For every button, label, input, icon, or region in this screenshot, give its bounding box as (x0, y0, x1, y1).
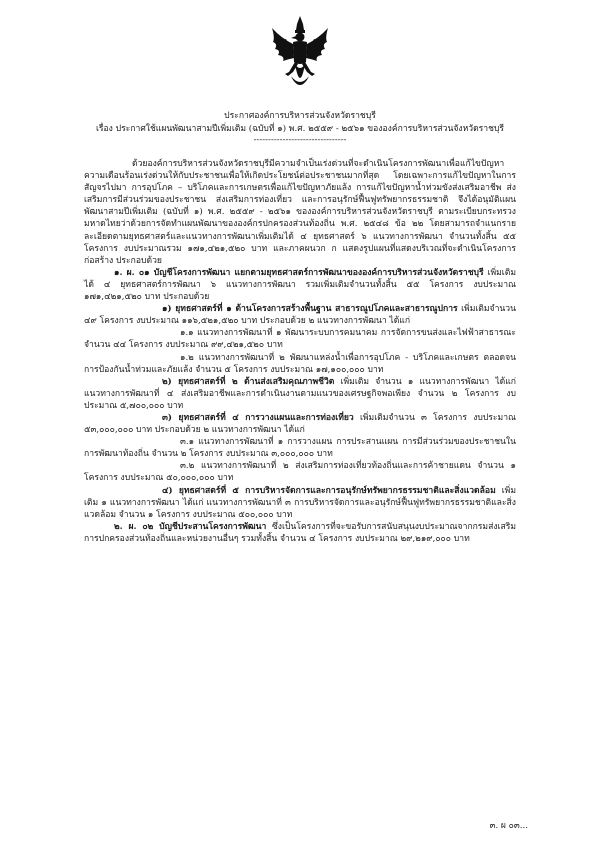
strategy-3-1: ๓.๑ แนวทางการพัฒนาที่ ๑ การวางแผน การประสานแผน การมีส่วนร่วมของประชาชนในการพัฒนาท้องถิ่น จำนวน ๒ โครงการ งบประมาณ ๓,๐๐๐,๐๐๐ บาท (84, 437, 516, 460)
strategy-1-1: ๑.๑ แนวทางการพัฒนาที่ ๑ พัฒนาระบบการคมนาคม การจัดการขนส่งและไฟฟ้าสาธารณะ จำนวน ๔๔ โครงการ งบประมาณ ๙๙,๔๒๑,๕๒๐ บาท (84, 328, 516, 351)
strategy-4-heading: ๔) ยุทธศาสตร์ที่ ๕ การบริหารจัดการและการอนุรักษ์ทรัพยากรธรรมชาติและสิ่งแวดล้อม (162, 485, 496, 496)
document-body (84, 158, 516, 545)
strategy-2-heading: ๒) ยุทธศาสตร์ที่ ๒ ด้านส่งเสริมคุณภาพชีวิต (162, 376, 335, 387)
announcement-subject: เรื่อง ประกาศใช้แผนพัฒนาสามปีเพิ่มเติม (ฉบับที่ ๑) พ.ศ. ๒๕๕๙ - ๒๕๖๑ ขององค์การบริหารส่วนจังหวัดราชบุรี (95, 124, 505, 134)
section-2-heading: ๒. ผ. ๐๒ บัญชีประสานโครงการพัฒนา (114, 521, 267, 532)
title-divider: -------------------------------- (253, 135, 347, 145)
strategy-1-text: เพิ่มเติมจำนวน ๔๙ โครงการ งบประมาณ ๑๑๖,๕๒๑,๕๒๐ บาท ประกอบด้วย ๒ แนวทางการพัฒนา ได้แก่ (84, 304, 516, 327)
strategy-3-heading: ๓) ยุทธศาสตร์ที่ ๔ การวางแผนและการท่องเที่ยว (162, 412, 354, 423)
strategy-4-text: เพิ่มเติม ๑ แนวทางการพัฒนา ได้แก่ แนวทางการพัฒนาที่ ๓ การบริหารจัดการและอนุรักษ์ฟื้นฟูทรัพยากรธรรมชาติและสิ่งแวดล้อม จำนวน ๑ โครงการ งบประมาณ ๕๐๐,๐๐๐ บาท (84, 485, 516, 520)
section-1-text: เพิ่มเติมได้ ๔ ยุทธศาสตร์การพัฒนา ๖ แนวทางการพัฒนา รวมเพิ่มเติมจำนวนทั้งสิ้น ๕๕ โครงการ งบประมาณ ๑๗๑,๔๒๑,๕๒๐ บาท ประกอบด้วย (84, 267, 516, 303)
section-1-heading: ๑. ผ. ๐๑ บัญชีโครงการพัฒนา แยกตามยุทธศาสตร์การพัฒนาขององค์การบริหารส่วนจังหวัดราชบุรี (114, 267, 484, 278)
section-2-paragraph (84, 521, 516, 545)
announcement-title: ประกาศองค์การบริหารส่วนจังหวัดราชบุรี (224, 111, 376, 121)
section-1-paragraph (84, 267, 516, 303)
strategy-2-paragraph (84, 376, 516, 412)
strategy-1-2: ๑.๒ แนวทางการพัฒนาที่ ๒ พัฒนาแหล่งน้ำเพื่อการอุปโภค - บริโภคและเกษตร ตลอดจนการป้องกันน้ำท่วมและภัยแล้ง จำนวน ๕ โครงการ งบประมาณ ๑๗,๑๐๐,๐๐๐ บาท (84, 352, 516, 375)
strategy-1-heading: ๑) ยุทธศาสตร์ที่ ๑ ด้านโครงการสร้างพื้นฐาน สาธารณูปโภคและสาธารณูปการ (162, 304, 458, 315)
strategy-3-2: ๓.๒ แนวทางการพัฒนาที่ ๒ ส่งเสริมการท่องเที่ยวท้องถิ่นและการค้าชายแดน จำนวน ๑ โครงการ งบประมาณ ๕๐,๐๐๐,๐๐๐ บาท (84, 461, 516, 484)
strategy-2-text: เพิ่มเติม จำนวน ๑ แนวทางการพัฒนา ได้แก่ แนวทางการพัฒนาที่ ๔ ส่งเสริมอาชีพและการดำเนินงานตามแนวของเศรษฐกิจพอเพียง จำนวน ๒ โครงการ งบประมาณ ๕,๗๐๐,๐๐๐ บาท (84, 376, 516, 411)
strategy-3-text: เพิ่มเติมจำนวน ๓ โครงการ งบประมาณ ๕๓,๐๐๐,๐๐๐ บาท ประกอบด้วย ๒ แนวทางการพัฒนา ได้แก่ (84, 412, 516, 436)
intro-paragraph: ด้วยองค์การบริหารส่วนจังหวัดราชบุรีมีความจำเป็นเร่งด่วนที่จะดำเนินโครงการพัฒนาเพื่อแก้ไขปัญหาความเดือนร้อนเร่งด่วนให้กับประชาชนเพื่อให้เกิดประโยชน์ต่อประชาชนมากที่สุด โดยเฉพาะการแก้ไขปัญหาในการสัญจรไปมา การอุปโภค – บริโภคและการเกษตรเพื่อแก้ไขปัญหาภัยแล้ง การแก้ไขปัญหาน้ำท่วมขังส่งเสริมอาชีพ ส่งเสริมการมีส่วนร่วมของประชาชน ส่งเสริมการท่องเที่ยว และการอนุรักษ์ฟื้นฟูทรัพยากรธรรมชาติ จึงได้อนุมัติแผนพัฒนาสามปีเพิ่มเติม (ฉบับที่ ๑) พ.ศ. ๒๕๕๙ - ๒๕๖๑ ขององค์การบริหารส่วนจังหวัดราชบุรี ตามระเบียบกระทรวงมหาดไทยว่าด้วยการจัดทำแผนพัฒนาขององค์กรปกครองส่วนท้องถิ่น พ.ศ. ๒๕๔๘ ข้อ ๒๒ โดยสามารถจำแนกรายละเอียดตามยุทธศาสตร์และแนวทางการพัฒนาเพิ่มเติมได้ ๔ ยุทธศาสตร์ ๖ แนวทางการพัฒนา จำนวนทั้งสิ้น ๕๕ โครงการ งบประมาณรวม ๑๗๑,๔๒๑,๕๒๐ บาท และภาคผนวก ก แสดงรูปแผนที่แสดงบริเวณที่จะดำเนินโครงการก่อสร้าง ประกอบด้วย (84, 159, 516, 266)
strategy-3-paragraph (84, 412, 516, 436)
garuda-emblem-icon (269, 14, 331, 94)
next-page-marker: ๓. ผ ๐๓... (489, 821, 528, 831)
strategy-4-paragraph (84, 485, 516, 521)
strategy-1-paragraph (84, 303, 516, 327)
section-2-text: ซึ่งเป็นโครงการที่จะขอรับการสนับสนุนงบประมาณจากกรมส่งเสริมการปกครองส่วนท้องถิ่นและหน่วยงานอื่นๆ รวมทั้งสิ้น จำนวน ๔ โครงการ งบประมาณ ๒๙,๒๑๙,๐๐๐ บาท (84, 521, 516, 544)
